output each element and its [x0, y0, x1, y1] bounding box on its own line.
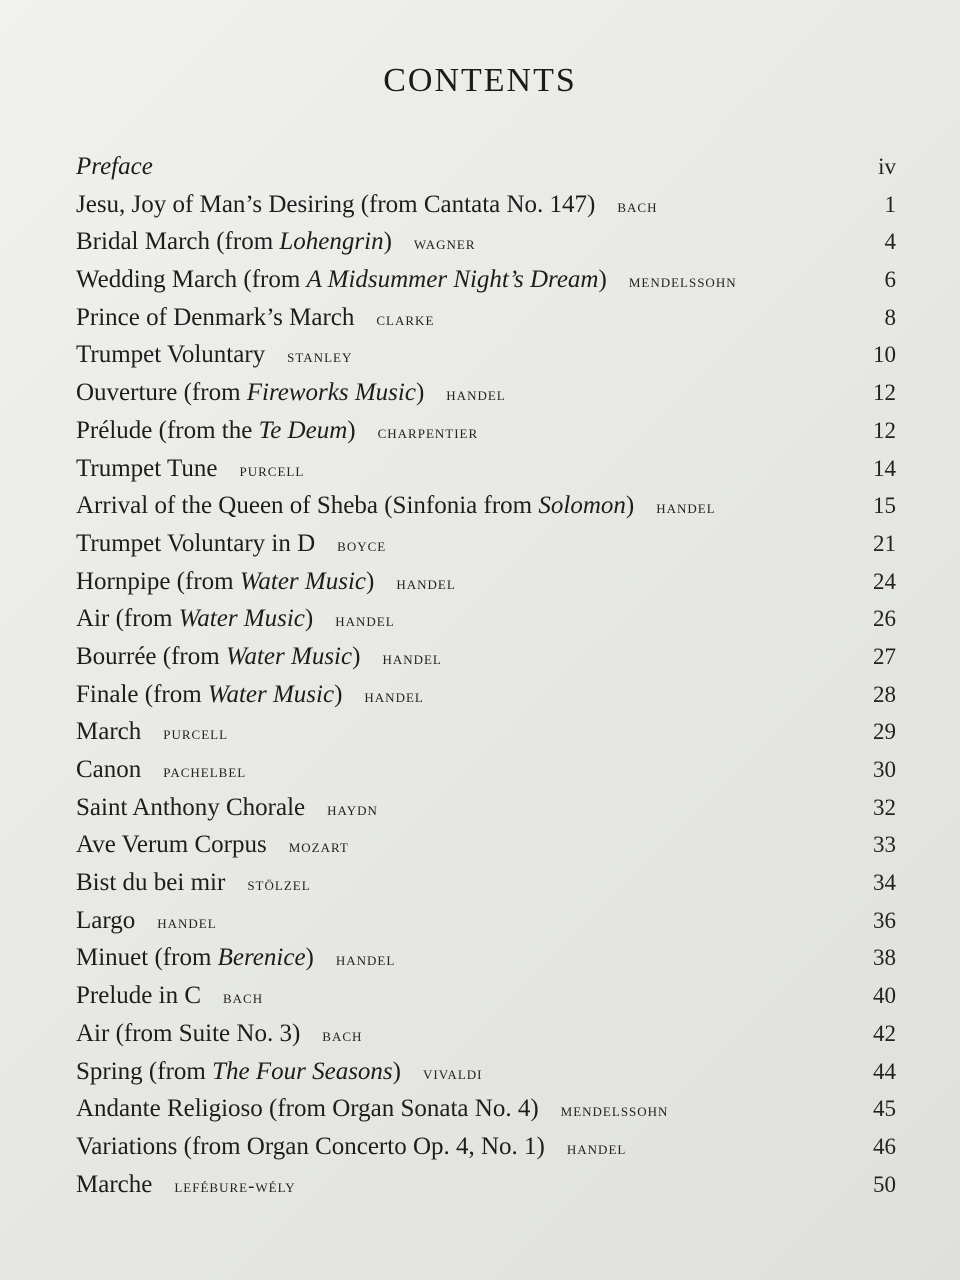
contents-entry — [76, 826, 896, 864]
entry-composer: wagner — [413, 233, 476, 255]
entry-page-number: 24 — [873, 568, 896, 594]
entry-title — [76, 191, 595, 218]
contents-entry — [76, 1053, 896, 1091]
entry-page-number: 1 — [884, 191, 896, 217]
entry-composer: haydn — [327, 798, 378, 820]
entry-composer: handel — [656, 497, 716, 519]
entry-title — [76, 530, 315, 557]
entry-title — [76, 944, 314, 971]
entry-title-suffix: ) — [383, 228, 392, 256]
entry-composer: bach — [223, 987, 264, 1009]
entry-composer: mozart — [288, 836, 349, 858]
entry-title — [76, 568, 374, 595]
entry-page-number: 42 — [873, 1020, 896, 1046]
entry-title-suffix: ) — [366, 567, 375, 595]
entry-composer: handel — [335, 610, 395, 632]
entry-title — [76, 379, 424, 406]
entry-composer: mendelssohn — [560, 1100, 669, 1122]
contents-entry — [76, 638, 896, 676]
contents-entry — [76, 902, 896, 940]
entry-title-text: Trumpet Tune — [76, 454, 218, 482]
entry-title-suffix: ) — [415, 379, 425, 407]
entry-page-number: 38 — [873, 945, 896, 971]
entry-title-suffix: ) — [347, 416, 356, 444]
entry-composer: handel — [566, 1137, 627, 1159]
entry-title-suffix: ) — [352, 642, 361, 670]
contents-list — [76, 148, 896, 1203]
entry-title — [76, 869, 225, 896]
entry-title-text: Hornpipe (from — [76, 567, 240, 595]
entry-page-number: 14 — [873, 455, 896, 481]
page-title: CONTENTS — [383, 62, 577, 99]
entry-title-text: Trumpet Voluntary — [76, 341, 266, 369]
entry-composer: bach — [322, 1024, 363, 1046]
entry-composer: handel — [382, 647, 442, 669]
contents-entry — [76, 336, 896, 374]
entry-title-text: Canon — [76, 756, 142, 783]
contents-entry — [76, 939, 896, 977]
entry-page-number: 29 — [873, 719, 896, 745]
entry-title — [76, 304, 354, 331]
entry-title-text: Trumpet Voluntary in D — [76, 529, 316, 557]
entry-page-number: 32 — [873, 794, 896, 820]
entry-title-text: Jesu, Joy of Man’s Desiring (from Cantata No. 147) — [76, 190, 596, 218]
contents-entry — [76, 600, 896, 638]
entry-title-text: Preface — [76, 153, 153, 180]
entry-title-text: Wedding March (from — [76, 266, 307, 294]
entry-title-italic: A Midsummer Night’s Dream — [306, 266, 599, 294]
entry-title-text: March — [76, 718, 142, 746]
entry-page-number: 8 — [884, 304, 896, 330]
entry-title — [76, 341, 265, 368]
entry-composer: bach — [617, 195, 658, 217]
entry-page-number: 21 — [873, 530, 896, 556]
contents-entry — [76, 412, 896, 450]
entry-title-suffix: ) — [625, 492, 635, 520]
entry-title-italic: Water Music — [207, 680, 335, 708]
entry-title — [76, 681, 342, 708]
contents-entry — [76, 676, 896, 714]
entry-title-italic: Te Deum — [258, 416, 348, 444]
entry-title-italic: Lohengrin — [279, 228, 384, 256]
entry-title-italic: Water Music — [225, 642, 353, 670]
contents-entry — [76, 299, 896, 337]
entry-page-number: 40 — [873, 983, 896, 1009]
entry-composer: mendelssohn — [628, 271, 737, 293]
contents-entry — [76, 186, 896, 224]
entry-title-text: Ouverture (from — [76, 379, 247, 407]
entry-composer: boyce — [337, 534, 387, 556]
entry-page-number: 27 — [873, 643, 896, 669]
entry-title-suffix: ) — [334, 680, 343, 708]
contents-entry — [76, 864, 896, 902]
entry-title — [76, 982, 201, 1009]
entry-title-text: Andante Religioso (from Organ Sonata No. 4) — [76, 1095, 539, 1123]
entry-title — [76, 228, 392, 255]
contents-entry — [76, 563, 896, 601]
entry-title-italic: Water Music — [178, 605, 305, 633]
entry-title-text: Prélude (from the — [76, 416, 259, 444]
entry-title-suffix: ) — [392, 1057, 401, 1085]
entry-title-text: Bourrée (from — [76, 642, 226, 670]
entry-title-text: Largo — [76, 906, 136, 934]
entry-title-italic: Water Music — [239, 567, 366, 595]
entry-page-number: 10 — [873, 342, 896, 368]
entry-page-number: 15 — [873, 493, 896, 519]
entry-page-number: 46 — [873, 1133, 896, 1159]
entry-composer: clarke — [376, 308, 435, 330]
contents-entry — [76, 148, 896, 186]
contents-entry — [76, 223, 896, 261]
entry-composer: stölzel — [247, 874, 311, 896]
entry-composer: vivaldi — [423, 1062, 483, 1084]
contents-entry — [76, 977, 896, 1015]
entry-title-text: Finale (from — [76, 680, 208, 708]
entry-title-italic: Fireworks Music — [246, 379, 416, 407]
contents-entry — [76, 1090, 896, 1128]
entry-page-number: iv — [878, 154, 896, 179]
entry-title — [76, 492, 634, 519]
entry-page-number: 26 — [873, 606, 896, 632]
entry-composer: handel — [364, 685, 424, 707]
entry-page-number: 33 — [873, 832, 896, 858]
entry-page-number: 12 — [873, 417, 896, 443]
contents-entry — [76, 487, 896, 525]
entry-composer: purcell — [239, 459, 305, 481]
contents-entry — [76, 525, 896, 563]
entry-title-text: Saint Anthony Chorale — [76, 793, 306, 821]
entry-title-text: Arrival of the Queen of Sheba (Sinfonia from — [76, 492, 539, 520]
entry-page-number: 6 — [884, 267, 896, 293]
entry-page-number: 12 — [873, 380, 896, 406]
entry-title — [76, 831, 267, 858]
contents-entry — [76, 1128, 896, 1166]
entry-title — [76, 907, 135, 934]
entry-title-text: Bridal March (from — [76, 228, 280, 256]
contents-entry — [76, 1166, 896, 1204]
entry-title — [76, 605, 313, 632]
entry-title — [76, 718, 141, 745]
contents-entry — [76, 713, 896, 751]
entry-title-suffix: ) — [305, 944, 314, 972]
entry-title — [76, 1058, 401, 1085]
entry-title-text: Bist du bei mir — [76, 869, 226, 897]
entry-title — [76, 455, 218, 482]
entry-page-number: 30 — [873, 757, 896, 782]
entry-composer: lefébure-wély — [174, 1175, 296, 1197]
entry-title-suffix: ) — [598, 266, 607, 294]
contents-entry — [76, 450, 896, 488]
entry-page-number: 45 — [873, 1096, 896, 1122]
entry-title-text: Prelude in C — [76, 982, 201, 1010]
entry-composer: pachelbel — [163, 761, 247, 782]
contents-entry — [76, 751, 896, 789]
entry-composer: stanley — [287, 346, 353, 368]
entry-title-text: Minuet (from — [76, 944, 218, 972]
entry-title-italic: Solomon — [538, 492, 626, 520]
entry-page-number: 28 — [873, 681, 896, 707]
contents-entry — [76, 789, 896, 827]
contents-entry — [76, 374, 896, 412]
entry-page-number: 36 — [873, 907, 896, 933]
entry-title-italic: Berenice — [217, 944, 306, 972]
entry-title-text: Air (from Suite No. 3) — [76, 1019, 301, 1047]
entry-title — [76, 756, 141, 783]
entry-page-number: 4 — [884, 229, 896, 255]
entry-title-text: Marche — [76, 1170, 153, 1198]
entry-title-text: Prince of Denmark’s March — [76, 303, 355, 331]
entry-composer: purcell — [163, 723, 229, 745]
entry-title-text: Air (from — [76, 605, 179, 633]
entry-composer: handel — [335, 949, 396, 971]
entry-page-number: 44 — [873, 1058, 896, 1084]
entry-title — [76, 1020, 300, 1047]
entry-composer: handel — [396, 572, 456, 594]
entry-title — [76, 794, 305, 821]
entry-title — [76, 643, 360, 670]
entry-title — [76, 1095, 539, 1122]
entry-title-suffix: ) — [304, 605, 314, 633]
entry-title — [76, 1171, 152, 1198]
entry-title-italic: The Four Seasons — [212, 1057, 393, 1085]
entry-title-text: Spring (from — [76, 1057, 213, 1085]
entry-title — [76, 266, 607, 293]
entry-composer: charpentier — [377, 421, 479, 443]
entry-page-number: 50 — [873, 1171, 896, 1197]
entry-title — [76, 153, 153, 180]
entry-page-number: 34 — [873, 870, 896, 896]
entry-title — [76, 417, 356, 444]
contents-entry — [76, 261, 896, 299]
entry-title-text: Ave Verum Corpus — [76, 831, 267, 859]
entry-composer: handel — [157, 911, 217, 933]
contents-entry — [76, 1015, 896, 1053]
entry-composer: handel — [446, 384, 506, 406]
entry-title-text: Variations (from Organ Concerto Op. 4, No. 1) — [76, 1132, 545, 1160]
entry-title — [76, 1133, 545, 1160]
